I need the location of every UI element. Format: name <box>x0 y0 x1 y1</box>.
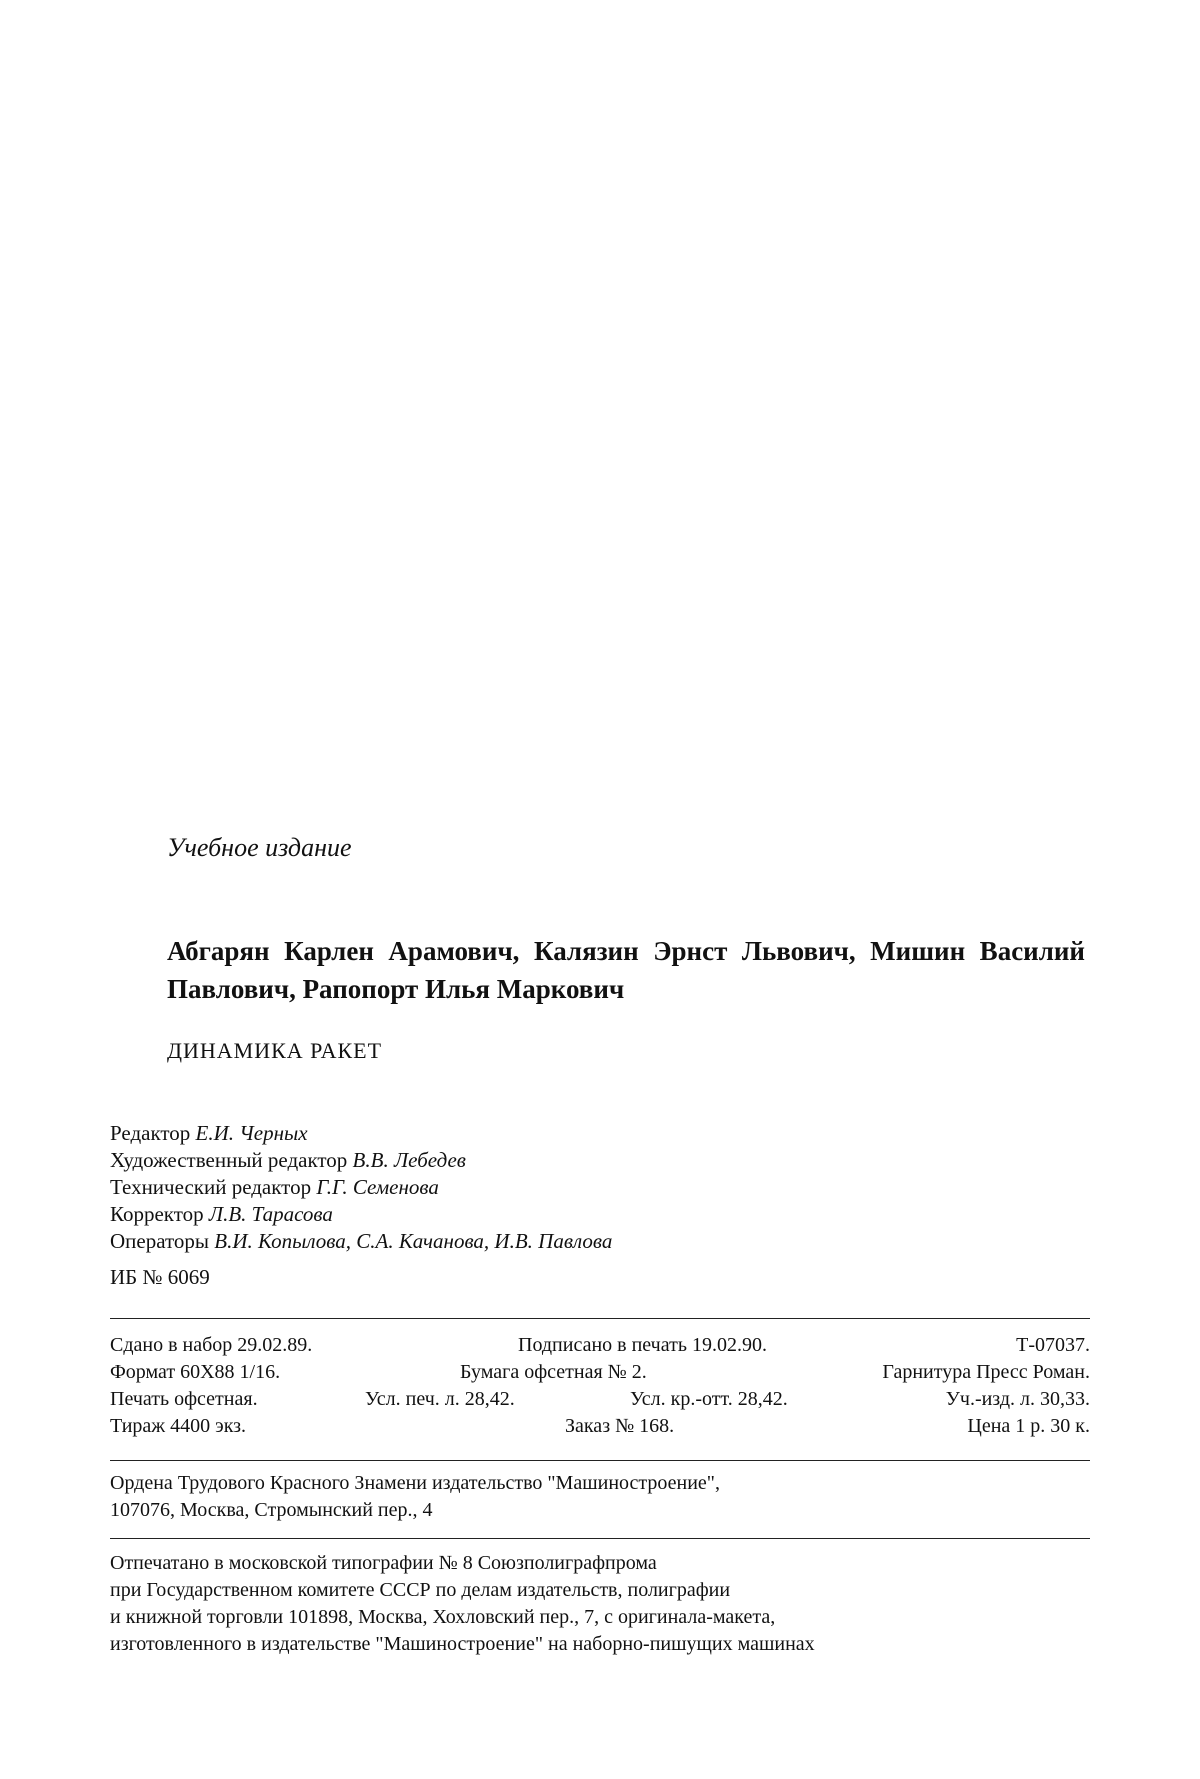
book-title: ДИНАМИКА РАКЕТ <box>167 1038 383 1063</box>
credit-role: Редактор <box>110 1121 191 1145</box>
credit-proofreader <box>110 1201 612 1228</box>
credit-tech-editor <box>110 1174 612 1201</box>
license-code: Т-07037. <box>1016 1334 1090 1356</box>
print-method: Печать офсетная. <box>110 1388 258 1410</box>
credit-name: Г.Г. Семенова <box>316 1175 439 1199</box>
printer-line: Отпечатано в московской типографии № 8 Союзполиграфпрома <box>110 1552 657 1574</box>
credit-role: Технический редактор <box>110 1175 312 1199</box>
publisher-sheets: Уч.-изд. л. 30,33. <box>945 1388 1090 1410</box>
print-data-row <box>110 1332 1090 1359</box>
print-data-row <box>110 1386 1090 1413</box>
print-data-row <box>110 1413 1090 1440</box>
publisher-block <box>110 1470 720 1524</box>
credits-block <box>110 1120 612 1255</box>
color-impressions: Усл. кр.-отт. 28,42. <box>630 1388 788 1410</box>
credit-operators <box>110 1228 612 1255</box>
printer-line: и книжной торговли 101898, Москва, Хохловский пер., 7, с оригинала-макета, <box>110 1606 776 1628</box>
divider-middle <box>110 1460 1090 1461</box>
printer-line: изготовленного в издательстве "Машиностроение" на наборно-пишущих машинах <box>110 1633 815 1655</box>
paper-type: Бумага офсетная № 2. <box>460 1361 647 1383</box>
credit-role: Художественный редактор <box>110 1148 348 1172</box>
credit-editor <box>110 1120 612 1147</box>
ib-number: ИБ № 6069 <box>110 1265 210 1289</box>
publisher-address: 107076, Москва, Стромынский пер., 4 <box>110 1499 433 1521</box>
format: Формат 60Х88 1/16. <box>110 1361 281 1383</box>
print-run: Тираж 4400 экз. <box>110 1415 247 1437</box>
credit-name: Е.И. Черных <box>195 1121 308 1145</box>
order-number: Заказ № 168. <box>565 1415 675 1437</box>
typeface: Гарнитура Пресс Роман. <box>882 1361 1090 1383</box>
divider-top <box>110 1318 1090 1319</box>
credit-role: Корректор <box>110 1202 204 1226</box>
typesetting-date: Сдано в набор 29.02.89. <box>110 1334 313 1356</box>
publisher-line: Ордена Трудового Красного Знамени издательство "Машиностроение", <box>110 1472 720 1494</box>
credit-role: Операторы <box>110 1229 210 1253</box>
credit-name: В.И. Копылова, С.А. Качанова, И.В. Павлова <box>214 1229 613 1253</box>
signed-to-print-date: Подписано в печать 19.02.90. <box>518 1334 767 1356</box>
printer-line: при Государственном комитете СССР по делам издательств, полиграфии <box>110 1579 731 1601</box>
price: Цена 1 р. 30 к. <box>967 1415 1090 1437</box>
printer-block <box>110 1550 815 1658</box>
edition-type: Учебное издание <box>167 833 352 862</box>
credit-name: В.В. Лебедев <box>352 1148 466 1172</box>
print-data-row <box>110 1359 1090 1386</box>
print-data-block <box>110 1332 1090 1440</box>
authors: Абгарян Карлен Арамович, Калязин Эрнст Львович, Мишин Василий Павлович, Рапопорт Илья Маркович <box>167 936 1085 1004</box>
credit-art-editor <box>110 1147 612 1174</box>
credit-name: Л.В. Тарасова <box>208 1202 333 1226</box>
divider-bottom <box>110 1538 1090 1539</box>
printed-sheets: Усл. печ. л. 28,42. <box>365 1388 515 1410</box>
